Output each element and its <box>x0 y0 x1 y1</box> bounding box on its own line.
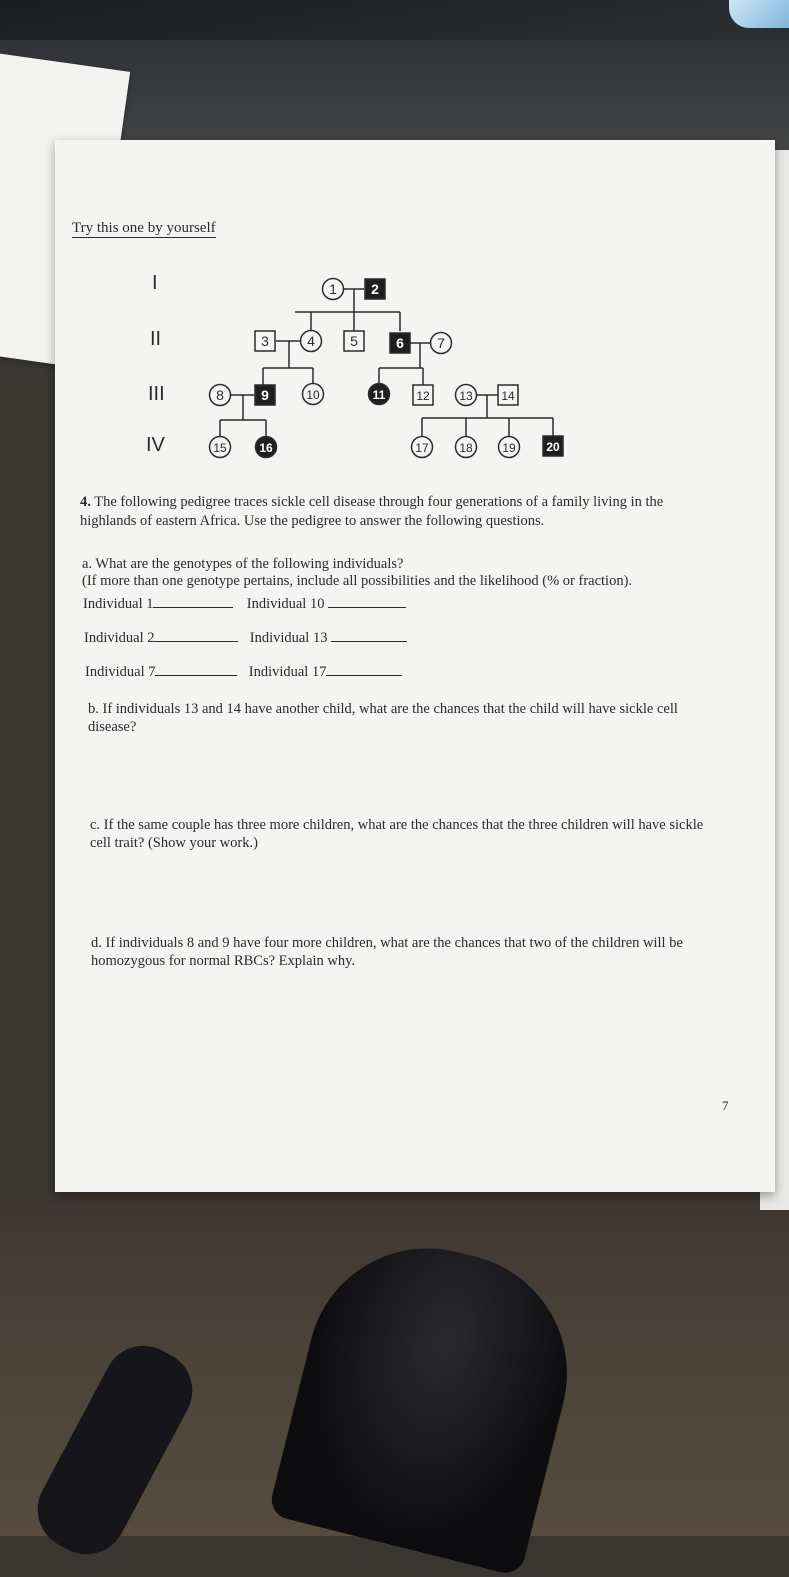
question-4 <box>80 493 720 531</box>
pedigree-individual-19 <box>499 437 520 458</box>
answer-blank[interactable] <box>153 607 233 608</box>
pedigree-label-4: 4 <box>307 333 315 349</box>
page-number: 7 <box>722 1098 729 1113</box>
answer-row <box>85 664 402 681</box>
pedigree-individual-17 <box>412 437 433 458</box>
pedigree-label-8: 8 <box>216 387 224 403</box>
pedigree-label-16: 16 <box>259 441 273 455</box>
answer-label: Individual 17 <box>248 664 327 680</box>
part-b-question: b. If individuals 13 and 14 have another child, what are the chances that the child will have sickle cell disease? <box>88 701 678 735</box>
pedigree-individual-5 <box>344 331 364 351</box>
question-4-text: The following pedigree traces sickle cell disease through four generations of a family living in the highlands of eastern Africa. Use the pedigree to answer the following questions. <box>80 494 664 529</box>
answer-blank[interactable] <box>154 641 238 642</box>
part-d-question: d. If individuals 8 and 9 have four more children, what are the chances that two of the children will be homozygous for normal RBCs? Explain why. <box>91 935 683 969</box>
pedigree-label-1: 1 <box>329 281 337 297</box>
pedigree-label-13: 13 <box>459 389 473 403</box>
answer-label: Individual 7 <box>85 664 156 680</box>
pedigree-label-12: 12 <box>416 389 430 403</box>
pedigree-label-20: 20 <box>546 440 560 454</box>
answer-label: Individual 2 <box>84 630 155 646</box>
pedigree-individual-10 <box>303 384 324 405</box>
pedigree-individual-4 <box>301 331 322 352</box>
pedigree-label-11: 11 <box>372 388 386 402</box>
pedigree-label-6: 6 <box>396 335 404 351</box>
pedigree-label-18: 18 <box>459 441 473 455</box>
answer-blank[interactable] <box>326 675 402 676</box>
generation-label-4: IV <box>146 434 165 456</box>
pedigree-individual-8 <box>210 385 231 406</box>
pedigree-individual-2 <box>365 279 385 299</box>
generation-label-2: II <box>150 328 162 350</box>
pedigree-individual-14 <box>498 385 518 405</box>
pedigree-label-10: 10 <box>306 388 320 402</box>
part-a-prompt <box>82 556 722 590</box>
answer-blank[interactable] <box>328 607 406 608</box>
pedigree-label-9: 9 <box>261 387 269 403</box>
pedigree-individual-6 <box>390 333 410 353</box>
answer-row <box>83 596 406 613</box>
pedigree-label-14: 14 <box>501 389 515 403</box>
pedigree-label-7: 7 <box>437 335 445 351</box>
pedigree-chart <box>0 0 789 480</box>
answer-label: Individual 10 <box>246 596 325 612</box>
pedigree-label-15: 15 <box>213 441 227 455</box>
pedigree-individual-13 <box>456 385 477 406</box>
pedigree-individual-9 <box>255 385 275 405</box>
part-c-question: c. If the same couple has three more children, what are the chances that the three children will have sickle cell trait? (Show your work.) <box>90 817 704 851</box>
pedigree-individual-7 <box>431 333 452 354</box>
question-number: 4. <box>80 494 91 510</box>
pedigree-label-2: 2 <box>371 281 379 297</box>
pedigree-individual-15 <box>210 437 231 458</box>
pedigree-label-3: 3 <box>261 333 269 349</box>
answer-row <box>84 630 407 647</box>
pedigree-lines <box>220 289 553 437</box>
pedigree-label-17: 17 <box>415 441 429 455</box>
part-a-line2: (If more than one genotype pertains, include all possibilities and the likelihood (% or fraction). <box>82 573 633 589</box>
answer-label: Individual 13 <box>249 630 328 646</box>
answer-blank[interactable] <box>155 675 237 676</box>
generation-label-1: I <box>152 272 158 294</box>
pedigree-individual-3 <box>255 331 275 351</box>
worksheet-heading: Try this one by yourself <box>72 220 216 236</box>
pedigree-individual-20 <box>543 436 563 456</box>
pedigree-individual-1 <box>323 279 344 300</box>
part-a-line1: a. What are the genotypes of the following individuals? <box>82 556 404 572</box>
answer-label: Individual 1 <box>83 596 154 612</box>
pedigree-label-5: 5 <box>350 333 358 349</box>
pedigree-individual-11 <box>369 384 390 405</box>
generation-label-3: III <box>148 383 165 405</box>
pedigree-individual-18 <box>456 437 477 458</box>
answer-blank[interactable] <box>331 641 407 642</box>
pedigree-individual-16 <box>256 437 277 458</box>
pedigree-label-19: 19 <box>502 441 516 455</box>
pedigree-individual-12 <box>413 385 433 405</box>
